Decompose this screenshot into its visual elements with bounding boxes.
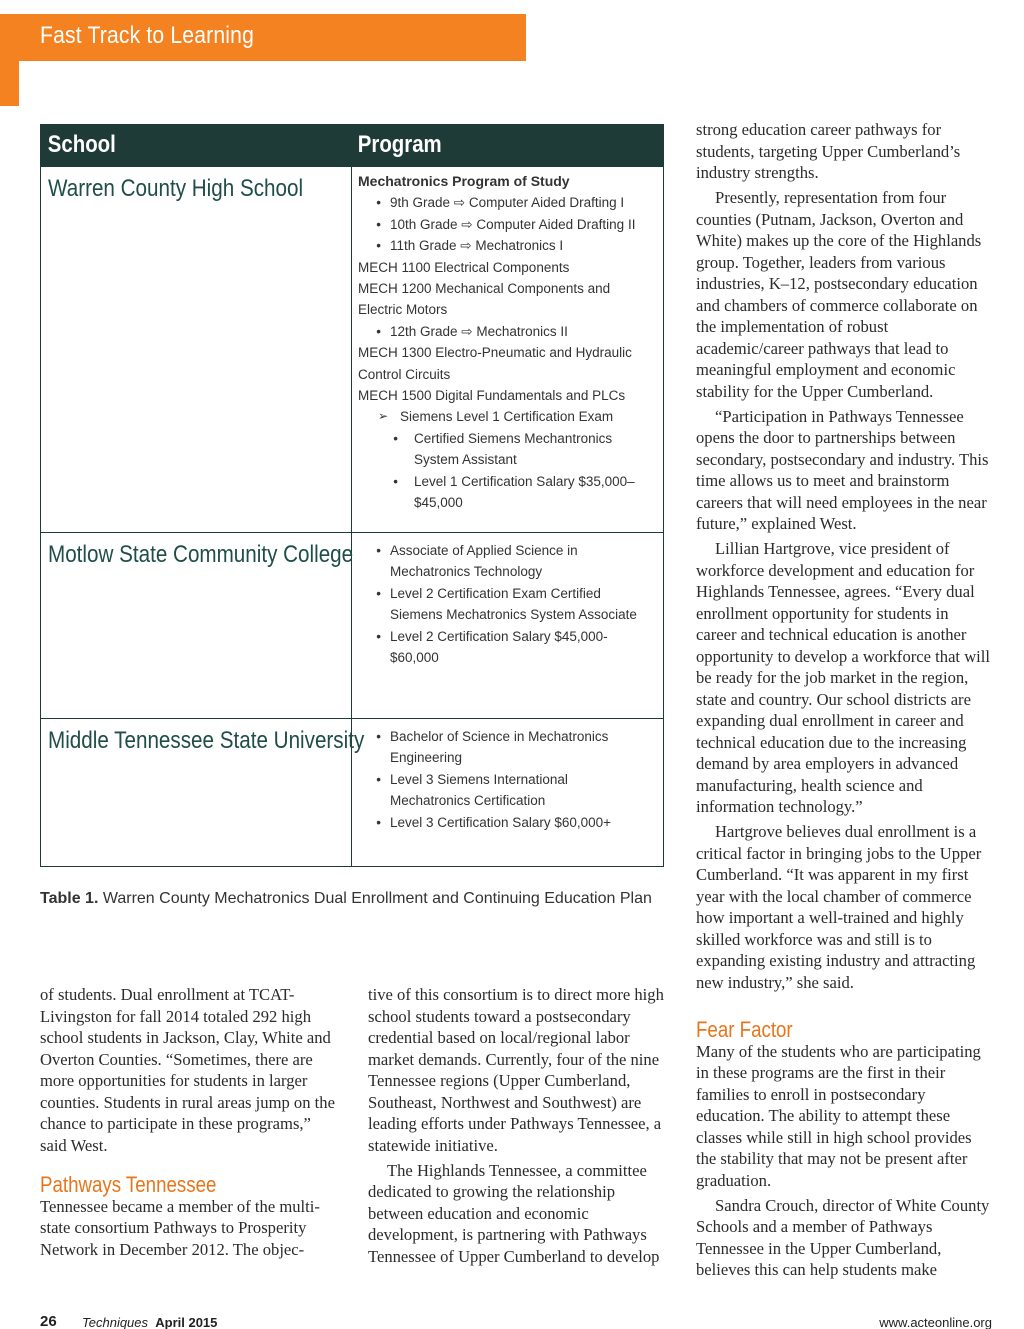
page-number: 26 (40, 1313, 57, 1329)
list-item: • 9th Grade ⇨ Computer Aided Drafting I (376, 195, 625, 211)
list-item: • 12th Grade ⇨ Mechatronics II (376, 323, 568, 339)
paragraph: tive of this consortium is to direct more high school students toward a postsecondary credential based on local/regional labor market demands. Currently, four of the nine Tennessee regions (Upper Cumberland, Southeast, Northwest and Southwest) are leading efforts under Pathways Tennessee, a statewide initiative. (368, 985, 664, 1155)
course-line: Electric Motors (358, 302, 448, 318)
paragraph: Presently, representation from four counties (Putnam, Jackson, Overton and White) makes up the core of the Highlands group. Together, leaders from various industries, K–12, postsecondary education and chambers of commerce collaborate on the implementation of robust academic/career pathways that lead to meaningful employment and economic stability for the Upper Cumberland. (696, 188, 982, 401)
list-item: • Certified Siemens Mechantronics (393, 430, 613, 446)
program-cell (352, 533, 663, 718)
list-item: • Associate of Applied Science in (376, 543, 578, 558)
program-table (40, 124, 664, 867)
list-item: • 11th Grade ⇨ Mechatronics I (376, 238, 564, 254)
paragraph: strong education career pathways for students, targeting Upper Cumberland’s industry strengths. (696, 120, 961, 182)
paragraph: Hartgrove believes dual enrollment is a critical factor in bringing jobs to the Upper Cumberland. “It was apparent in my first year with the local chamber of commerce how important a well-trained and highly skilled workforce was and still is to expanding existing industry and attracting new industry,” she said. (696, 822, 982, 992)
paragraph: Tennessee became a member of the multi-state consortium Pathways to Prosperity Network in December 2012. The objec- (40, 1196, 320, 1259)
program-cell (352, 167, 663, 532)
paragraph: “Participation in Pathways Tennessee opens the door to partnerships between secondary, postsecondary and industry. This time allows us to meet and brainstorm careers that will need employees in the near future,” explained West. (696, 406, 989, 533)
list-item: ➢ Siemens Level 1 Certification Exam (358, 406, 659, 427)
section-title: Fast Track to Learning (40, 22, 255, 49)
header-school: School (47, 131, 116, 158)
list-item: Siemens Mechatronics System Associate (390, 607, 637, 623)
list-item: Engineering (390, 750, 463, 766)
list-item: • Level 1 Certification Salary $35,000– (393, 473, 635, 489)
section-heading: Fear Factor (696, 1017, 793, 1042)
course-line: MECH 1200 Mechanical Components and (358, 281, 611, 297)
paragraph: The Highlands Tennessee, a committee dedicated to growing the relationship between education and economic development, is partnering with Pathways Tennessee of Upper Cumberland to develop (368, 1160, 660, 1266)
list-item: Mechatronics Certification (390, 793, 546, 809)
course-line: Control Circuits (358, 366, 451, 382)
table-row (41, 532, 663, 718)
program-cell (352, 719, 663, 866)
section-heading: Pathways Tennessee (40, 1172, 217, 1197)
list-item: $60,000 (390, 650, 439, 666)
list-item: • Level 3 Certification Salary $60,000+ (376, 814, 612, 830)
website-url: www.acteonline.org (879, 1315, 992, 1329)
list-item: • Level 2 Certification Exam Certified (376, 585, 601, 601)
header-program: Program (357, 131, 442, 158)
paragraph: Lillian Hartgrove, vice president of workforce development and education for Highlands Tennessee, agrees. “Every dual enrollment opportunity for students in career and technical education is another opportunity to develop a workforce that will be ready for the job market in the region, state and country. Our school districts are expanding dual enrollment in career and technical education due to the increasing demand by area employers in advanced manufacturing, health science and information technology.” (696, 539, 991, 816)
table-caption: Table 1. Warren County Mechatronics Dual Enrollment and Continuing Education Plan (40, 890, 652, 907)
school-cell: Warren County High School (41, 167, 352, 532)
arrow-bullet-icon: ➢ (377, 409, 388, 424)
course-line: MECH 1100 Electrical Components (358, 259, 570, 275)
publication-info: Techniques April 2015 (82, 1315, 218, 1329)
course-line: MECH 1500 Digital Fundamentals and PLCs (358, 388, 626, 404)
list-item: • 10th Grade ⇨ Computer Aided Drafting II (376, 216, 636, 232)
list-item: • Level 3 Siemens International (376, 771, 568, 787)
school-cell: Middle Tennessee State University (41, 719, 352, 866)
list-item: • Bachelor of Science in Mechatronics (376, 729, 609, 744)
table-row (41, 718, 663, 866)
course-line: MECH 1300 Electro-Pneumatic and Hydraulic (358, 345, 632, 361)
list-item: System Assistant (414, 452, 517, 468)
list-item: Mechatronics Technology (390, 564, 543, 580)
table-row (41, 166, 663, 532)
program-title: Mechatronics Program of Study (358, 173, 570, 189)
list-item: $45,000 (414, 495, 463, 511)
body-column-3 (696, 119, 992, 1281)
paragraph: of students. Dual enrollment at TCAT-Livingston for fall 2014 totaled 292 high school students in Jackson, Clay, White and Overton Counties. “Sometimes, there are more opportunities for students in larger counties. Students in rural areas jump on the chance to participate in these programs,” said West. (40, 985, 335, 1155)
table-header (41, 125, 663, 166)
paragraph: Sandra Crouch, director of White County Schools and a member of Pathways Tennessee in the Upper Cumberland, believes this can help students make (696, 1195, 990, 1279)
body-column-2 (368, 984, 664, 1267)
paragraph: Many of the students who are participating in these programs are the first in their families to enroll in postsecondary education. The ability to attempt these classes while still in high school provides the stability that may not be present after graduation. (696, 1041, 981, 1190)
body-column-1 (40, 984, 340, 1260)
list-item: • Level 2 Certification Salary $45,000- (376, 628, 608, 644)
school-cell: Motlow State Community College (41, 533, 352, 718)
